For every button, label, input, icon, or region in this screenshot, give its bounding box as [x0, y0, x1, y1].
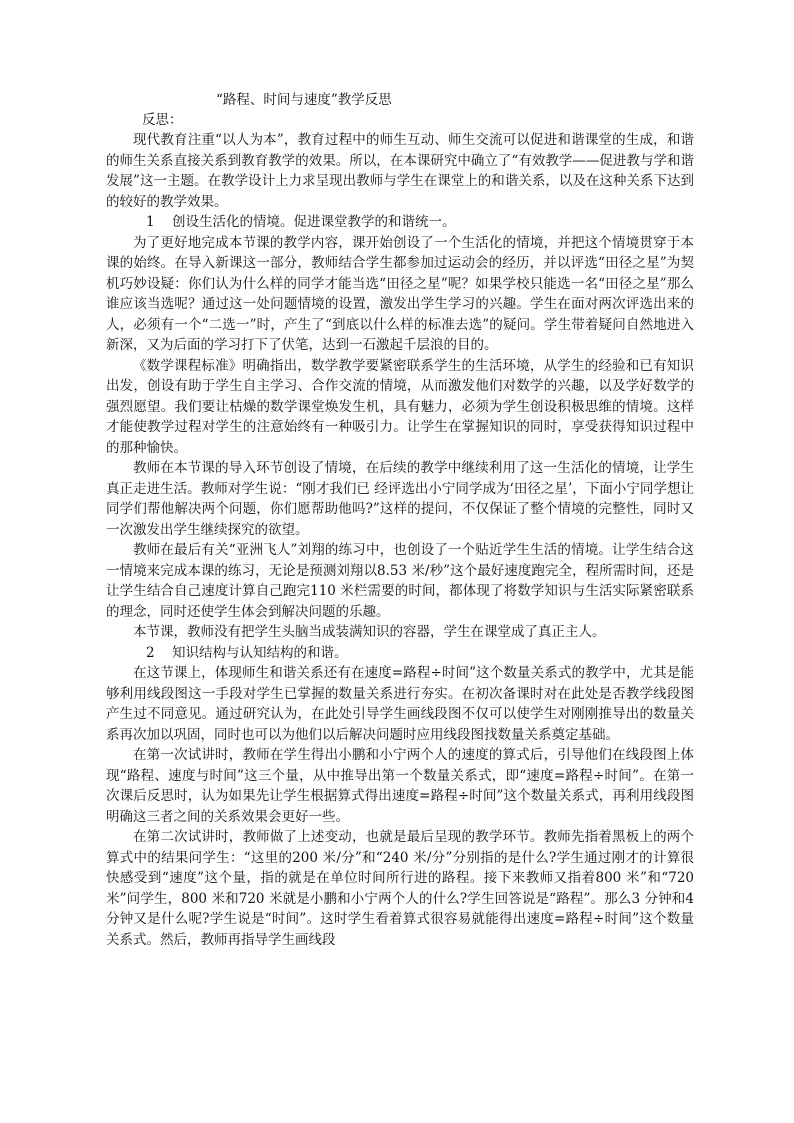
- paragraph: 本节课，教师没有把学生头脑当成装满知识的容器，学生在课堂成了真正主人。: [133, 624, 606, 640]
- paragraph: 教师在本节课的导入环节创设了情境，在后续的教学中继续利用了这一生活化的情境，让学生真正走进生活。教师对学生说：“刚才我们已 经评选出小宁同学成为‘田径之星’，下面小宁同学想让同学们帮他解决两个问题，你们愿帮助他吗?”这样的提问，不仅保证了整个情境的完整性，同时又一次激发出学生继续探究的欲望。: [106, 460, 694, 538]
- section-heading-2: [106, 643, 694, 664]
- paragraph: 在第二次试讲时，教师做了上述变动，也就是最后呈现的教学环节。教师先指着黑板上的两个算式中的结果问学生：“这里的200 米/分”和“240 米/分”分别指的是什么?学生通过刚才的计算很快感受到“速度”这个量，指的就是在单位时间所行进的路程。接下来教师又指着800 米”和“720 米”问学生，800 米和720 米就是小鹏和小宁两个人的什么?学生回答说是“路程”。那么3 分钟和4 分钟又是什么呢?学生说是“时间”。这时学生看着算式很容易就能得出速度=路程÷时间”这个数量关系式。然后，教师再指导学生画线段: [106, 829, 694, 948]
- paragraph: 为了更好地完成本节课的教学内容，课开始创设了一个生活化的情境，并把这个情境贯穿于本课的始终。在导入新课这一部分，教师结合学生都参加过运动会的经历，并以评选“田径之星”为契机巧妙设疑：你们认为什么样的同学才能当选“田径之星”呢？如果学校只能选一名“田径之星”那么谁应该当选呢？通过这一处问题情境的设置，激发出学生学习的兴趣。学生在面对两次评选出来的人，必须有一个“二选一”时，产生了“到底以什么样的标准去选”的疑问。学生带着疑问自然地进入新深，又为后面的学习打下了伏笔，达到一石激起千层浪的目的。: [106, 234, 694, 353]
- section-number: 2: [146, 644, 155, 661]
- paragraph: 在第一次试讲时，教师在学生得出小鹏和小宁两个人的速度的算式后，引导他们在线段图上体现“路程、速度与时间”这三个量，从中推导出第一个数量关系式，即“速度=路程÷时间”。在第一次课后反思时，认为如果先让学生根据算式得出速度=路程÷时间”这个数量关系式，再利用线段图明确这三者之间的关系效果会更好一些。: [106, 747, 694, 825]
- reflection-label: 反思：: [142, 112, 183, 128]
- section-heading-text: 创设生活化的情境。促进课堂教学的和谐统一。: [172, 214, 456, 230]
- section-heading-text: 知识结构与认知结构的和谐。: [172, 644, 348, 661]
- paragraph: 教师在最后有关“亚洲飞人”刘翔的练习中，也创设了一个贴近学生生活的情境。让学生结合这一情境来完成本课的练习，无论是预测刘翔以8.53 米/秒”这个最好速度跑完全，程所需时间，还是让学生结合自己速度计算自己跑完110 米栏需要的时间，都体现了将数学知识与生活实际紧密联系的理念，同时还使学生体会到解决问题的乐趣。: [106, 542, 694, 620]
- paragraph: 在这节课上，体现师生和谐关系还有在速度=路程÷时间”这个数量关系式的教学中，尤其是能够利用线段图这一手段对学生已掌握的数量关系进行夯实。在初次备课时对在此处是否教学线段图产生过不同意见。通过研究认为，在此处引导学生画线段图不仅可以使学生对刚刚推导出的数量关系再次加以巩固，同时也可以为他们以后解决问题时应用线段图找数量关系奠定基础。: [106, 665, 694, 743]
- paragraph: 现代教育注重“以人为本”，教育过程中的师生互动、师生交流可以促进和谐课堂的生成，和谐的师生关系直接关系到教育教学的效果。所以，在本课研究中确立了“有效教学——促进教与学和谐发展”这一主题。在教学设计上力求呈现出教师与学生在课堂上的和谐关系，以及在这种关系下达到的较好的教学效果。: [106, 132, 694, 210]
- paragraph: 《数学课程标准》明确指出，数学教学要紧密联系学生的生活环境，从学生的经验和已有知识出发，创设有助于学生自主学习、合作交流的情境，从而激发他们对数学的兴趣，以及学好数学的强烈愿望。我们要让枯燥的数学课堂焕发生机，具有魅力，必须为学生创设积极思维的情境。这样才能使教学过程对学生的注意始终有一种吸引力。让学生在掌握知识的同时，享受获得知识过程中的那种愉快。: [106, 357, 694, 456]
- section-heading-1: [106, 212, 694, 233]
- document-page: [106, 90, 694, 950]
- section-number: 1: [146, 214, 155, 230]
- document-title: “路程、时间与速度”教学反思: [216, 92, 392, 108]
